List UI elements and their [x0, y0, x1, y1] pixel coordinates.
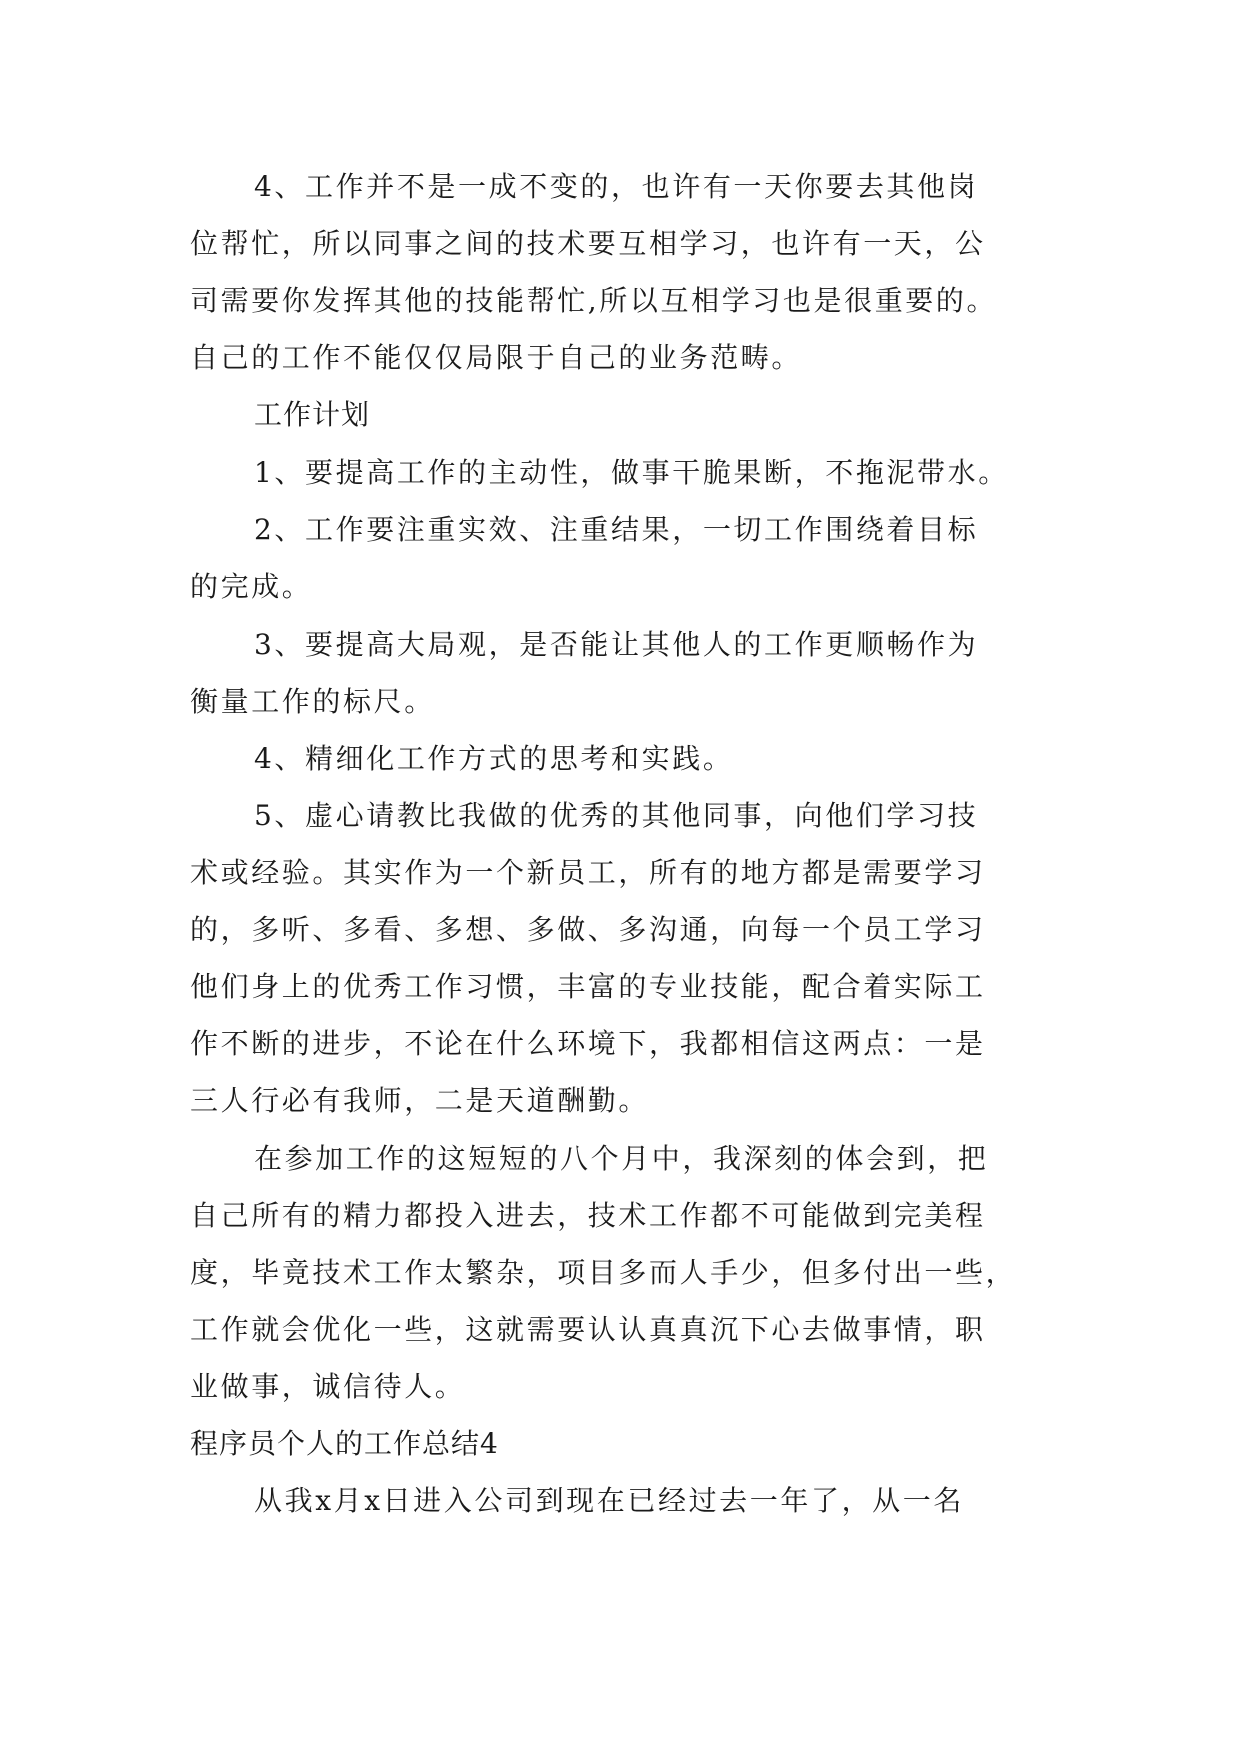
paragraph-line: 的完成。: [190, 570, 313, 603]
paragraph-line: 4、工作并不是一成不变的，也许有一天你要去其他岗: [254, 170, 979, 203]
paragraph-line: 度，毕竟技术工作太繁杂，项目多而人手少，但多付出一些，: [190, 1256, 1017, 1289]
paragraph-line: 5、虚心请教比我做的优秀的其他同事，向他们学习技: [254, 799, 979, 832]
paragraph-line: 自己的工作不能仅仅局限于自己的业务范畴。: [190, 341, 803, 374]
paragraph-line: 1、要提高工作的主动性，做事干脆果断，不拖泥带水。: [254, 456, 1009, 489]
section-title: 程序员个人的工作总结4: [190, 1427, 499, 1460]
section-heading: 工作计划: [254, 398, 371, 431]
paragraph-line: 自己所有的精力都投入进去，技术工作都不可能做到完美程: [190, 1199, 986, 1232]
paragraph-line: 在参加工作的这短短的八个月中，我深刻的体会到，把: [254, 1142, 989, 1175]
paragraph-line: 业做事，诚信待人。: [190, 1370, 466, 1403]
paragraph-line: 2、工作要注重实效、注重结果，一切工作围绕着目标: [254, 513, 979, 546]
paragraph-line: 衡量工作的标尺。: [190, 685, 435, 718]
paragraph-line: 的，多听、多看、多想、多做、多沟通，向每一个员工学习: [190, 913, 986, 946]
paragraph-line: 从我x月x日进入公司到现在已经过去一年了，从一名: [254, 1484, 964, 1517]
paragraph-line: 4、精细化工作方式的思考和实践。: [254, 742, 734, 775]
paragraph-line: 司需要你发挥其他的技能帮忙,所以互相学习也是很重要的。: [190, 284, 998, 317]
paragraph-line: 位帮忙，所以同事之间的技术要互相学习，也许有一天，公: [190, 227, 986, 260]
paragraph-line: 术或经验。其实作为一个新员工，所有的地方都是需要学习: [190, 856, 986, 889]
paragraph-line: 作不断的进步，不论在什么环境下，我都相信这两点：一是: [190, 1027, 986, 1060]
paragraph-line: 3、要提高大局观，是否能让其他人的工作更顺畅作为: [254, 628, 979, 661]
paragraph-line: 他们身上的优秀工作习惯，丰富的专业技能，配合着实际工: [190, 970, 986, 1003]
paragraph-line: 工作就会优化一些，这就需要认认真真沉下心去做事情，职: [190, 1313, 986, 1346]
paragraph-line: 三人行必有我师，二是天道酬勤。: [190, 1084, 650, 1117]
